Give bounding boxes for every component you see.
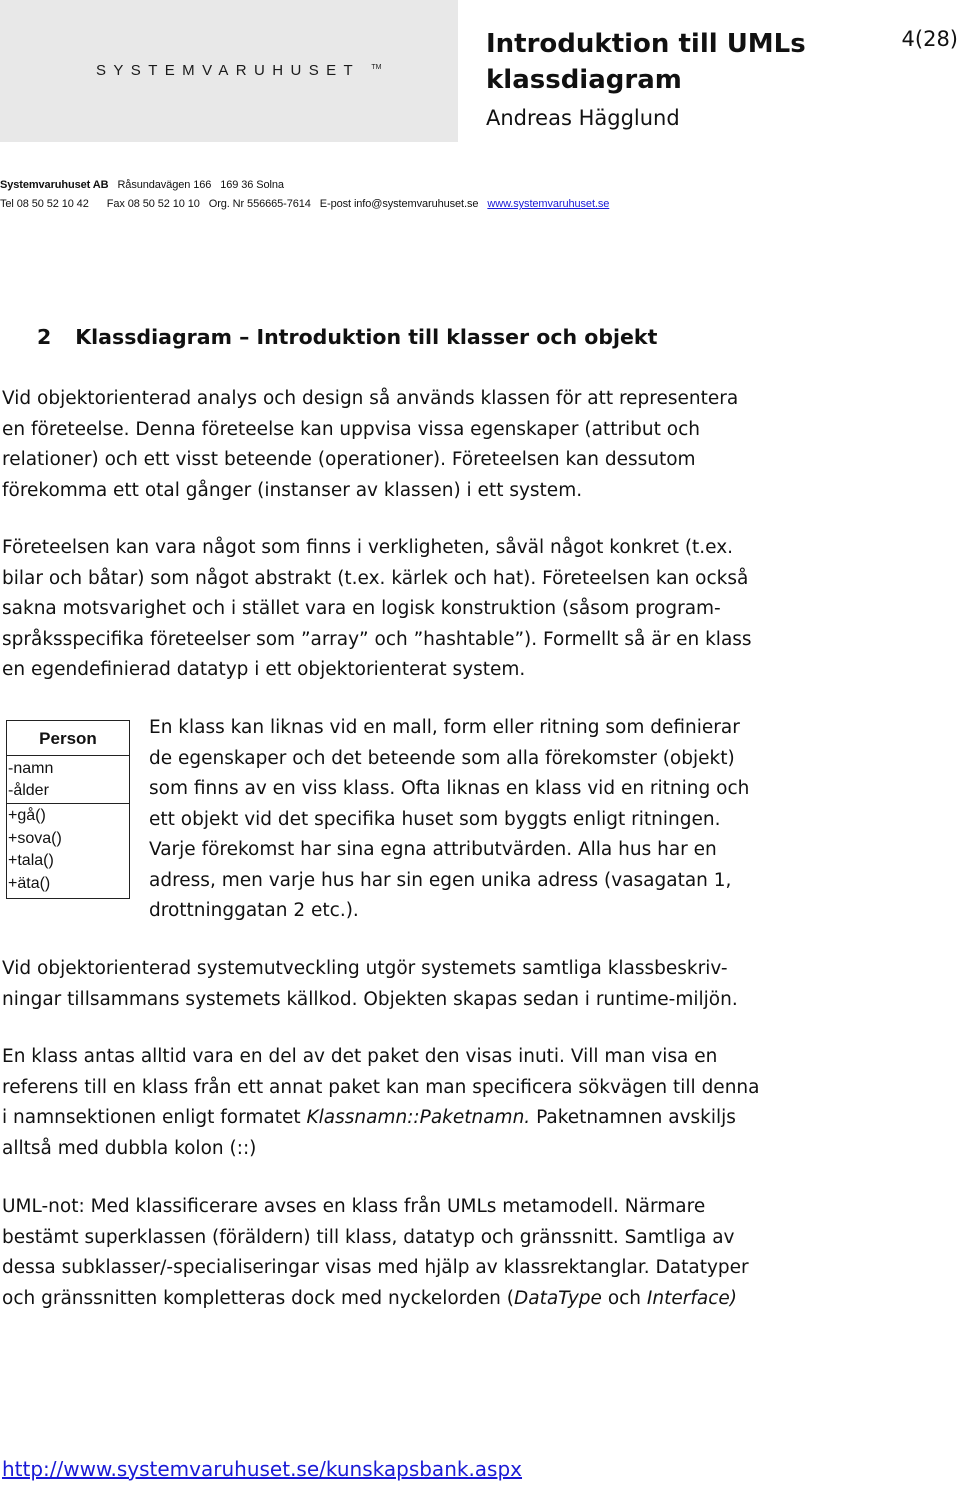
trademark-mark: TM [371,64,382,71]
italic-keyword: DataType [513,1287,602,1309]
uml-operation: +äta() [8,874,51,892]
paragraph-5 [2,1042,952,1164]
uml-attribute: -ålder [8,782,49,799]
uml-attributes [7,756,129,804]
paragraph-line: en egendefinierad datatyp i ett objektorienterat system. [2,659,526,680]
logo-panel [0,0,458,142]
paragraph-line: dessa subklasser/-specialiseringar visas med hjälp av klassrektanglar. Datatyper [2,1257,749,1278]
company-fax: Fax 08 50 52 10 10 [106,198,200,210]
section-title: Klassdiagram – Introduktion till klasser och objekt [75,325,658,349]
uml-operation: +gå() [8,807,46,824]
company-postal: 169 36 Solna [220,179,284,191]
uml-attribute: -namn [8,760,54,777]
company-website-link[interactable]: www.systemvaruhuset.se [487,198,610,210]
page-number: 4(28) [901,27,958,51]
paragraph-line: En klass kan liknas vid en mall, form eller ritning som definierar [149,717,740,738]
uml-class-diagram [6,720,130,899]
paragraph-line: de egenskaper och det beteende som alla förekomster (objekt) [149,747,735,769]
paragraph-line: som finns av en viss klass. Ofta liknas en klass vid en ritning och [149,778,750,799]
paragraph-1 [2,384,952,506]
company-name: Systemvaruhuset AB [0,179,109,191]
paragraph-6 [2,1192,952,1314]
document-title: Introduktion till UMLs klassdiagram [486,29,806,95]
uml-operation: +sova() [8,829,62,847]
paragraph-line [2,1103,952,1134]
knowledge-bank-link[interactable]: http://www.systemvaruhuset.se/kunskapsbank.aspx [2,1457,523,1481]
section-heading [37,325,657,349]
paragraph-line: Vid objektorienterad systemutveckling utgör systemets samtliga klassbeskriv- [2,958,728,979]
logo-wordmark: SYSTEMVARUHUSET [96,62,360,79]
company-logo [96,62,382,79]
company-email: E-post info@systemvaruhuset.se [319,198,479,210]
paragraph-line: Vid objektorienterad analys och design så används klassen för att representera [2,388,739,409]
contact-address-line [0,179,293,191]
text-run: och gränssnitten kompletteras dock med nyckelorden ( [2,1287,514,1309]
paragraph-line: relationer) och ett visst beteende (operationer). Företeelsen kan dessutom [2,449,696,470]
section-number: 2 [37,325,52,349]
paragraph-line [2,1284,952,1315]
text-run: och [601,1287,647,1309]
paragraph-line: Företeelsen kan vara något som finns i verkligheten, såväl något konkret (t.ex. [2,537,734,558]
paragraph-4 [2,954,952,1015]
paragraph-line: förekomma ett otal gånger (instanser av klassen) i ett system. [2,479,583,501]
company-org-number: Org. Nr 556665-7614 [208,198,311,210]
paragraph-line: sakna motsvarighet och i stället vara en logisk konstruktion (såsom program- [2,598,721,619]
paragraph-line: ett objekt vid det specifika huset som byggts enligt ritningen. [149,808,721,830]
paragraph-2 [2,533,952,686]
italic-format-text: Klassnamn::Paketnamn. [306,1107,531,1128]
text-run: i namnsektionen enligt formatet [2,1107,307,1128]
company-address: Råsundavägen 166 [117,179,212,191]
paragraph-line: UML-not: Med klassificerare avses en klass från UMLs metamodell. Närmare [2,1196,706,1217]
paragraph-line: adress, men varje hus har sin egen unika adress (vasagatan 1, [149,869,732,891]
footer [2,1457,522,1481]
text-run: Paketnamnen avskiljs [530,1107,736,1128]
title-panel [470,0,960,142]
uml-operations [7,804,129,895]
document-author: Andreas Hägglund [486,106,680,130]
paragraph-line: drottninggatan 2 etc.). [149,900,359,921]
paragraph-line: ningar tillsammans systemets källkod. Objekten skapas sedan i runtime-miljön. [2,988,738,1010]
uml-operation: +tala() [8,852,54,869]
italic-keyword: Interface) [646,1287,737,1309]
contact-details-line [0,198,609,210]
paragraph-line: en företeelse. Denna företeelse kan uppvisa vissa egenskaper (attribut och [2,418,701,440]
paragraph-line: språksspecifika företeelser som ”array” och ”hashtable”). Formellt så är en klass [2,628,752,650]
paragraph-line: referens till en klass från ett annat paket kan man specificera sökvägen till denna [2,1076,760,1098]
paragraph-line: bestämt superklassen (föräldern) till klass, datatyp och gränssnitt. Samtliga av [2,1226,735,1248]
uml-class-name: Person [7,721,129,756]
paragraph-3 [149,713,949,927]
company-phone: Tel 08 50 52 10 42 [0,198,89,210]
paragraph-line: bilar och båtar) som något abstrakt (t.ex. kärlek och hat). Företeelsen kan också [2,567,749,589]
paragraph-line: alltså med dubbla kolon (::) [2,1137,257,1159]
paragraph-line: En klass antas alltid vara en del av det paket den visas inuti. Vill man visa en [2,1046,718,1067]
paragraph-line: Varje förekomst har sina egna attributvärden. Alla hus har en [149,839,717,860]
